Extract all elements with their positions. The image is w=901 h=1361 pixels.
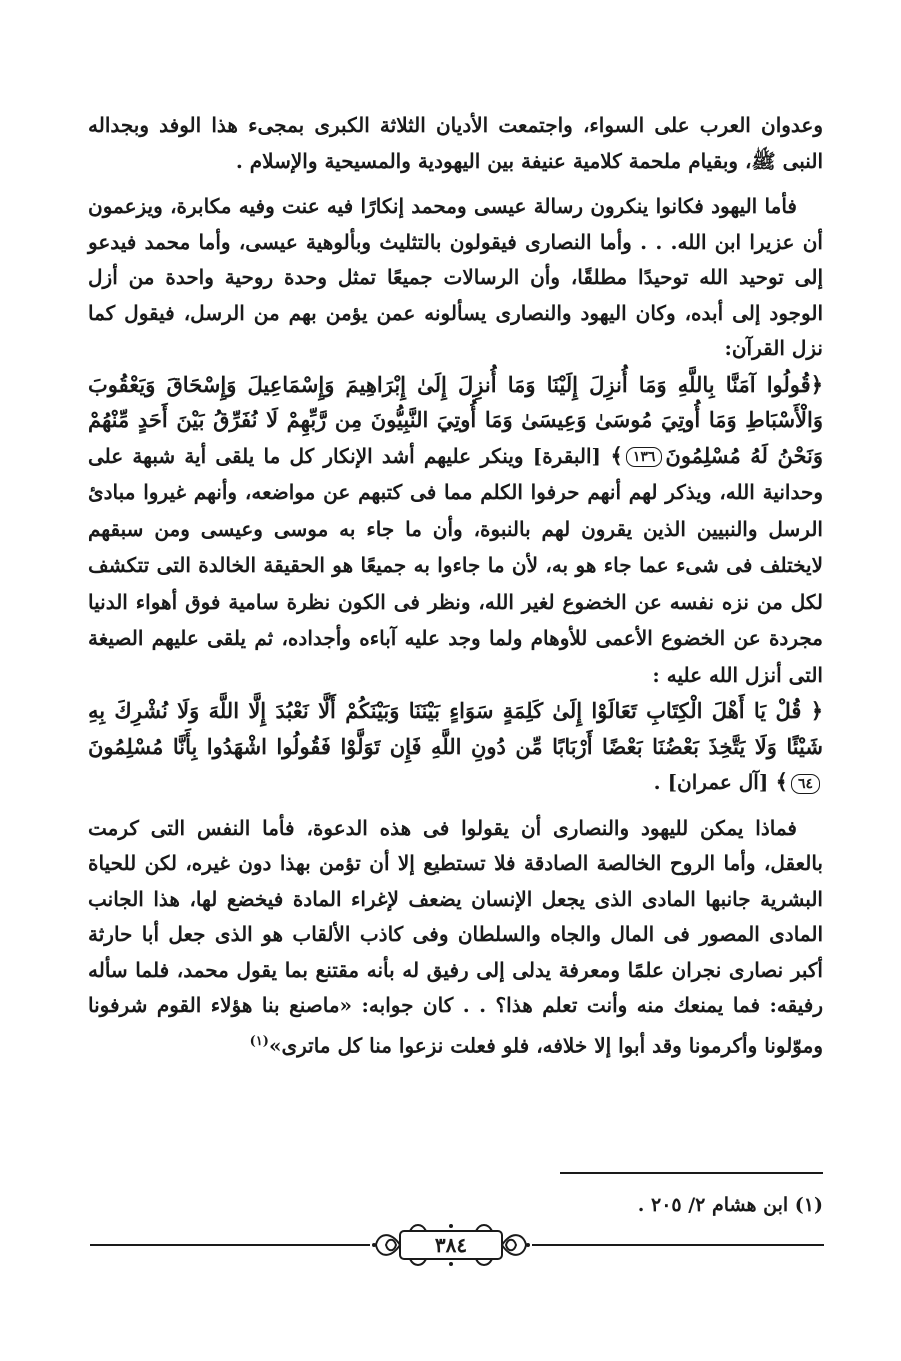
footnote: (١) ابن هشام ٢/ ٢٠٥ . [637,1194,823,1216]
page-number: ٣٨٤ [434,1233,468,1257]
footnote-separator [560,1172,823,1174]
paragraph-3: [البقرة] وينكر عليهم أشد الإنكار كل ما يلقى أية شبهة على وحدانية الله، ويذكر لهم أنهم حرفوا الكلم مما فى كتبهم عن مواضعه، وأنهم غيروا مبادئ الرسل والنبيين الذين يقرون لهم بالنبوة، وأن ما جاء به موسى وعيسى ومن سبقهم لايختلف فى شىء عما جاء هو به، لأن ما جاءوا به جميعًا هو الحقيقة الخالدة التى تتكشف لكل من نزه نفسه عن الخضوع لغير الله، ونظر فى الكون نظرة سامية فوق أهواء الدنيا مجردة عن الخضوع الأعمى للأوهام ولما وجد عليه آباءه وأجداده، ثم يلقى عليهم الصيغة التى أنزل الله عليه : [88,443,823,687]
footer-rule-left [90,1244,370,1246]
paragraph-4 [88,811,823,1064]
verse-2-text: ﴿ قُلْ يَا أَهْلَ الْكِتَابِ تَعَالَوْا إِلَىٰ كَلِمَةٍ سَوَاءٍ بَيْنَنَا وَبَيْنَكُمْ أَلَّا نَعْبُدَ إِلَّا اللَّهَ وَلَا نُشْرِكَ بِهِ شَيْئًا وَلَا يَتَّخِذَ بَعْضُنَا بَعْضًا أَرْبَابًا مِّن دُونِ اللَّهِ فَإِن تَوَلَّوْا فَقُولُوا اشْهَدُوا بِأَنَّا مُسْلِمُونَ [88,698,823,759]
main-text [88,108,823,1064]
paragraph-4-text: فماذا يمكن لليهود والنصارى أن يقولوا فى هذه الدعوة، فأما النفس التى كرمت بالعقل، وأما الروح الخالصة الصادقة فلا تستطيع إلا أن تؤمن بهذا دون غيره، لكن للحياة البشرية جانبها المادى الذى يجعل الإنسان يضعف لإغراء المادة فيخضع لها، هذا الجانب المادى المصور فى المال والجاه والسلطان وفى كاذب الألقاب هو الذى جعل أبا حارثة أكبر نصارى نجران علمًا ومعرفة يدلى إلى رفيق له بأنه مقتنع بما يقول محمد، فلما سأله رفيقه: فما يمنعك منه وأنت تعلم هذا؟ . . كان جوابه: «ماصنع بنا هؤلاء القوم شرفونا وموّلونا وأكرمونا وقد أبوا إلا خلافه، فلو فعلت نزعوا منا كل ماترى» [88,815,823,1058]
paragraph-1: وعدوان العرب على السواء، واجتمعت الأديان الثلاثة الكبرى بمجىء هذا الوفد وبجداله النبى ﷺ، وبقيام ملحمة كلامية عنيفة بين اليهودية والمسيحية والإسلام . [88,113,823,173]
footer-rule-right [532,1244,824,1246]
footnote-ref: (١) [249,1033,269,1049]
verse-1-number: ١٣٦ [626,447,663,467]
paragraph-2: فأما اليهود فكانوا ينكرون رسالة عيسى ومحمد إنكارًا فيه عنت وفيه مكابرة، ويزعمون أن عزيرا ابن الله. . . وأما النصارى فيقولون بالتثليث وبألوهية عيسى، وأما محمد فيدعو إلى توحيد الله توحيدًا مطلقًا، وأن الرسالات جميعًا تمثل وحدة روحية واحدة من أزل الوجود إلى أبده، وكان اليهود والنصارى يسألونه عمن يؤمن بهم من الرسل، فيقول كما نزل القرآن: [88,194,823,360]
verse-2-close: ﴾ [775,769,788,794]
verse-1-close: ﴾ [610,442,623,468]
verse-1-text: ﴿قُولُوا آمَنَّا بِاللَّهِ وَمَا أُنزِلَ إِلَيْنَا وَمَا أُنزِلَ إِلَىٰ إِبْرَاهِيمَ وَإِسْمَاعِيلَ وَإِسْحَاقَ وَيَعْقُوبَ وَالْأَسْبَاطِ وَمَا أُوتِيَ مُوسَىٰ وَعِيسَىٰ وَمَا أُوتِيَ النَّبِيُّونَ مِن رَّبِّهِمْ لَا نُفَرِّقُ بَيْنَ أَحَدٍ مِّنْهُمْ وَنَحْنُ لَهُ مُسْلِمُونَ [88,371,824,468]
quran-verse-2 [88,693,823,801]
quran-verse-1 [88,367,823,694]
verse-2-source: [آل عمران] . [653,770,769,794]
verse-2-number: ٦٤ [791,774,820,794]
